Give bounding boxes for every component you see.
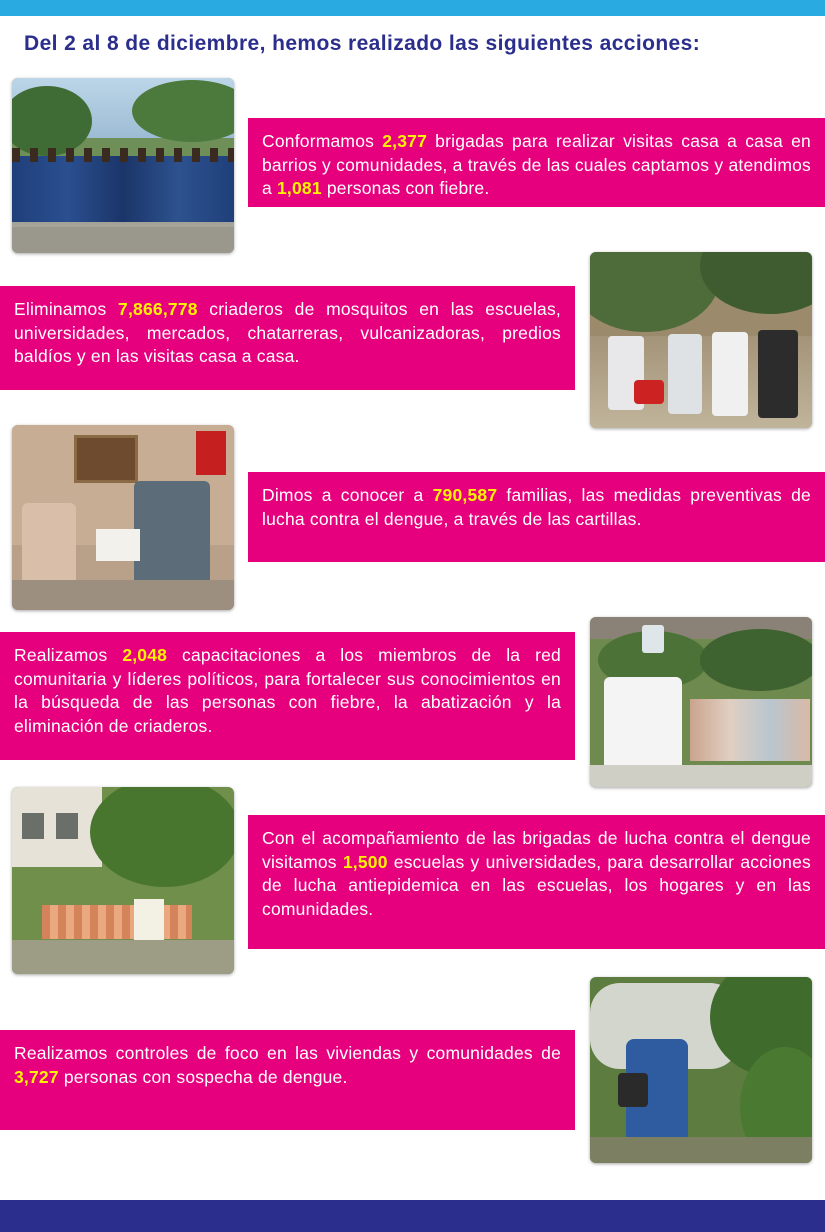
text-brigadas-num1: 2,377 (382, 131, 428, 151)
text-capacitaciones-num1: 2,048 (122, 645, 168, 665)
text-cartillas-post: familias, las medidas preventivas de lucha contra el dengue, a través de las cartillas. (262, 485, 811, 529)
text-brigadas-post: personas con fiebre. (321, 178, 490, 199)
text-controles-post: personas con sospecha de dengue. (58, 1066, 348, 1087)
text-capacitaciones (0, 632, 575, 760)
text-brigadas-mid: brigadas para realizar visitas casa a casa en barrios y comunidades, a través de las cuales captamos y atendimos a (262, 131, 811, 199)
photo-brigadas (12, 78, 234, 253)
text-capacitaciones-post: capacitaciones a los miembros de la red comunitaria y líderes políticos, para fortalecer sus conocimientos en la búsqueda de las personas con fiebre, la abatización y la eliminación de criaderos. (14, 645, 561, 736)
photo-bench (590, 765, 812, 787)
photo-people (668, 334, 702, 414)
photo-picture-frame (74, 435, 138, 483)
photo-people (758, 330, 798, 418)
photo-raised-hand-item (642, 625, 664, 653)
photo-crowd (12, 156, 234, 222)
text-capacitaciones-pre: Realizamos (14, 645, 123, 665)
photo-road (12, 227, 234, 253)
photo-tree-canopy (700, 252, 812, 314)
text-escuelas-num1: 1,500 (342, 851, 388, 872)
text-escuelas-post: escuelas y universidades, para desarrollar acciones de lucha antiepidemica en las escuelas, los hogares y en las comunidades. (262, 851, 811, 919)
text-brigadas-num2: 1,081 (277, 178, 322, 199)
photo-school-window (56, 813, 78, 839)
text-controles-foco (0, 1030, 575, 1130)
text-criaderos-post: criaderos de mosquitos en las escuelas, universidades, mercados, chatarreras, vulcanizadoras, predios baldíos y en las visitas casa a casa. (14, 299, 561, 367)
photo-fence (42, 905, 192, 939)
photo-capacitaciones (590, 617, 812, 787)
photo-foliage (12, 86, 92, 156)
photo-school-window (22, 813, 44, 839)
photo-ground (590, 1137, 812, 1163)
photo-people (712, 332, 748, 416)
top-accent-bar (0, 0, 825, 16)
photo-escuelas (12, 787, 234, 974)
photo-cartilla-sheet (96, 529, 140, 561)
text-cartillas-pre: Dimos a conocer a (262, 485, 433, 505)
photo-crowd-heads (12, 148, 234, 162)
photo-controles-foco (590, 977, 812, 1163)
text-controles-pre: Realizamos controles de foco en las viviendas y comunidades de (14, 1043, 561, 1063)
text-criaderos (0, 286, 575, 390)
text-brigadas (248, 118, 825, 207)
bottom-accent-bar (0, 1200, 825, 1232)
text-cartillas (248, 472, 825, 562)
text-brigadas-pre: Conformamos (262, 131, 383, 151)
text-cartillas-num1: 790,587 (432, 485, 498, 505)
photo-palm (90, 787, 234, 887)
photo-speaker-person (604, 677, 682, 773)
photo-vegetation (700, 629, 812, 691)
photo-red-flag (196, 431, 226, 475)
photo-ground (12, 940, 234, 974)
photo-cartillas (12, 425, 234, 610)
text-controles-num1: 3,727 (14, 1066, 59, 1087)
page-title: Del 2 al 8 de diciembre, hemos realizado las siguientes acciones: (24, 32, 701, 55)
photo-fumigator-machine (618, 1073, 648, 1107)
photo-floor (12, 580, 234, 610)
photo-audience (690, 699, 810, 761)
text-escuelas-pre: Con el acompañamiento de las brigadas de lucha contra el dengue visitamos (262, 828, 811, 872)
photo-criaderos (590, 252, 812, 428)
text-criaderos-pre: Eliminamos (14, 299, 119, 319)
text-escuelas (248, 815, 825, 949)
text-criaderos-num1: 7,866,778 (118, 299, 198, 319)
photo-red-bag (634, 380, 664, 404)
